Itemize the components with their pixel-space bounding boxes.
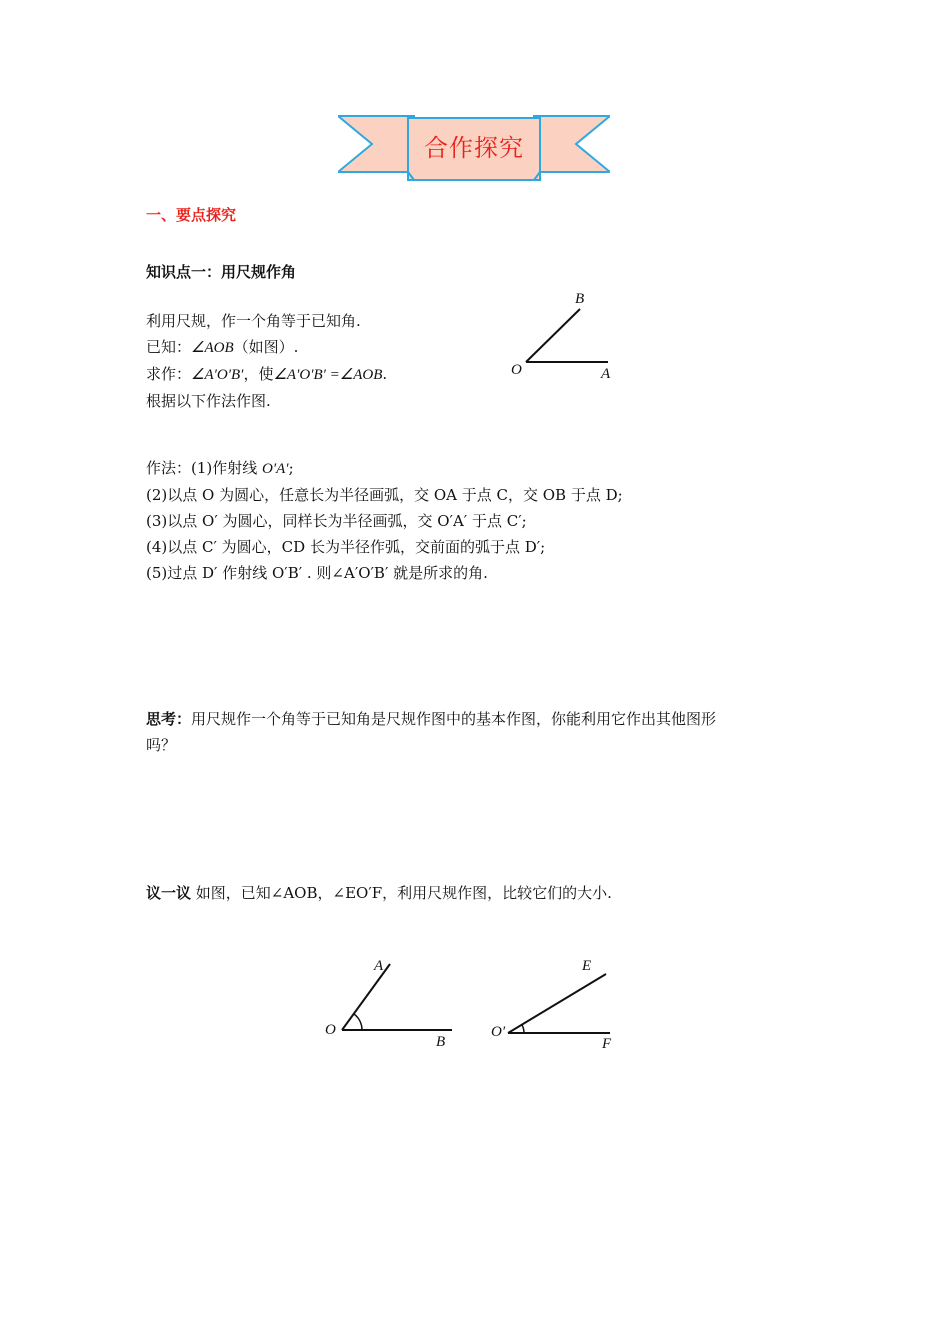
section-title: 一、要点探究 [146,206,237,224]
title-banner [338,112,610,186]
think-line-2: 吗？ [146,736,177,754]
label-o-right: O′ [491,1024,506,1040]
instruction-line: 根据以下作法作图. [146,392,271,410]
find-angle: ∠A′O′B′ [191,367,244,383]
discuss-text: 如图，已知∠AOB，∠EO′F，利用尺规作图，比较它们的大小. [191,884,612,902]
label-f-right: F [602,1036,612,1052]
intro-line: 利用尺规，作一个角等于已知角. [146,312,361,330]
knowledge-heading: 知识点一：用尺规作角 [146,263,297,281]
given-line [146,334,387,361]
label-e-right: E [582,958,592,974]
label-o-left: O [325,1022,336,1038]
banner-title: 合作探究 [424,134,524,162]
label-a: A [601,366,611,382]
label-b-left: B [436,1034,446,1050]
angle-eof-compare-figure [490,950,630,1055]
find-suffix: . [382,365,388,383]
method-step-3: (3)以点 O′ 为圆心，同样长为半径画弧，交 O′A′ 于点 C′; [146,512,527,530]
angle-aob-compare-figure [318,950,468,1055]
label-o: O [511,362,522,378]
method-step-1 [146,455,623,482]
step1-suffix: ; [288,459,294,477]
method-step-4: (4)以点 C′ 为圆心，CD 长为半径作弧，交前面的弧于点 D′; [146,538,546,556]
step1-prefix: 作法：(1)作射线 [146,459,263,477]
discuss-line [146,880,612,906]
ray-oe-right [508,974,606,1033]
think-label: 思考： [146,710,192,728]
angle-arc-eof [522,1025,524,1033]
knowledge-text [146,308,387,414]
find-mid: ，使 [243,365,274,383]
think-line-1 [146,706,716,732]
discuss-label: 议一议 [146,884,192,902]
think-block [146,706,716,758]
find-equation: ∠A′O′B′ =∠AOB [273,367,383,383]
find-prefix: 求作： [146,365,192,383]
given-suffix: （如图）. [233,338,299,356]
angle-aob-figure [500,285,630,385]
method-step-5: (5)过点 D′ 作射线 O′B′ . 则∠A′O′B′ 就是所求的角. [146,564,488,582]
given-prefix: 已知： [146,338,192,356]
find-line [146,361,387,388]
label-a-left: A [374,958,384,974]
method-steps [146,455,623,586]
think-text-1: 用尺规作一个角等于已知角是尺规作图中的基本作图，你能利用它作出其他图形 [191,710,717,728]
method-step-2: (2)以点 O 为圆心，任意长为半径画弧，交 OA 于点 C，交 OB 于点 D; [146,486,623,504]
label-b: B [575,291,585,307]
ray-ob [526,309,580,362]
step1-ray: O′A′ [262,461,289,477]
discuss-block [146,880,612,906]
given-angle: ∠AOB [191,340,234,356]
ribbon-left-tail [338,116,414,172]
ribbon-right-tail [534,116,610,172]
angle-arc-aob [354,1014,362,1030]
